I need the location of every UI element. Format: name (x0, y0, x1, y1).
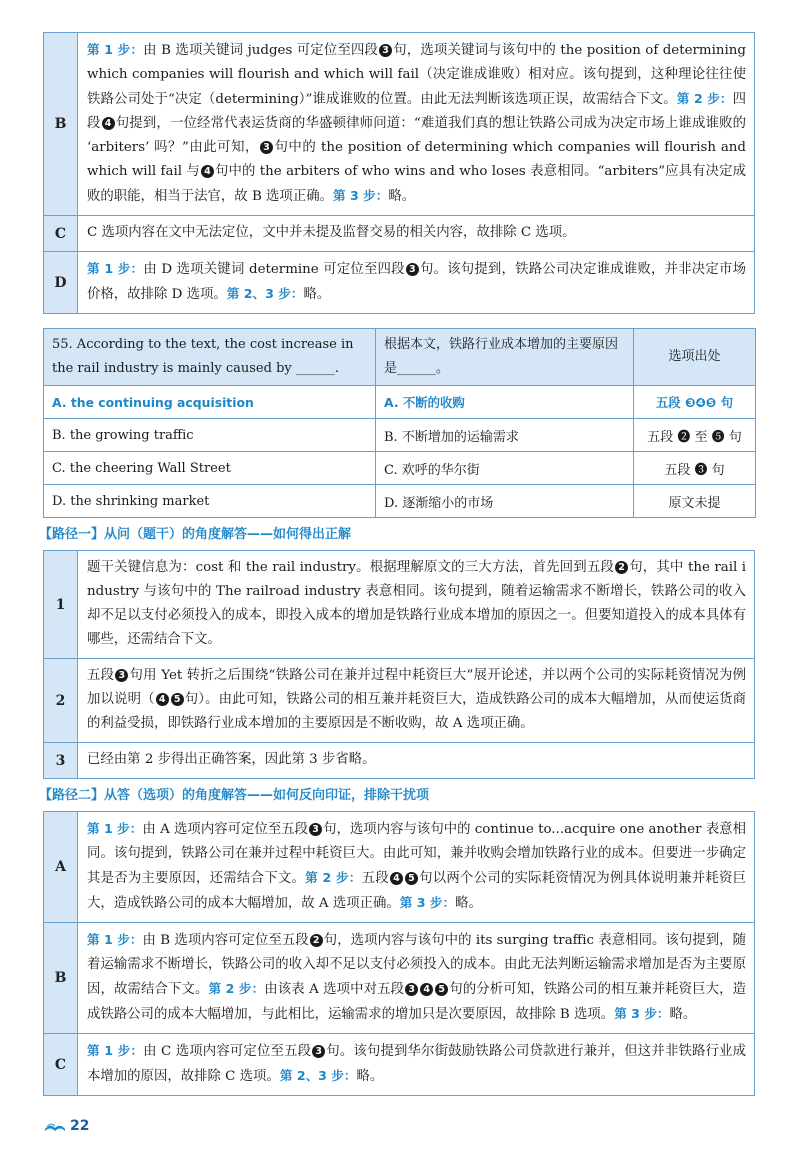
step-label: 第 2 步： (305, 870, 362, 885)
analysis-text: 略。 (669, 1007, 697, 1022)
sentence-number: 3 (312, 1045, 325, 1058)
path1-title: 【路径一】从问（题干）的角度解答——如何得出正解 (39, 527, 352, 542)
sentence-number: 4 (156, 693, 169, 706)
analysis-row (44, 33, 755, 216)
step-label: 第 3 步： (614, 1006, 670, 1021)
row-label: A (44, 812, 78, 923)
analysis-row (44, 812, 755, 923)
analysis-text: 由 C 选项内容可定位至五段 (143, 1044, 312, 1059)
analysis-text: 句，选项内容与该句中的 continue to...acquire one another 表意相同。该句提到，铁路公司在兼并过程中耗资巨大。由此可知，兼并收购会增加铁路行业的成本。但要进一步确定其是否为主要原因，还需结合下文。 (87, 822, 746, 886)
analysis-text: 由 D 选项关键词 determine 可定位至四段 (143, 262, 405, 277)
step-label: 第 2、3 步： (279, 1068, 357, 1083)
sentence-number: 3 (406, 263, 419, 276)
sentence-number: 5 (435, 983, 448, 996)
book-icon (44, 1119, 66, 1133)
option-row (44, 419, 756, 452)
sentence-number: 2 (615, 561, 628, 574)
row-text (78, 743, 755, 779)
row-label: 2 (44, 659, 78, 743)
analysis-text: 由 A 选项内容可定位至五段 (142, 822, 309, 837)
option-zh: B. 不断增加的运输需求 (376, 419, 634, 452)
analysis-text: 句，选项关键词与该句中的 the position of determining which companies will flourish and which will fail（决定谁成谁败）相对应。该句提到，这种理论往往使铁路公司处于“决定（determining）”谁成谁败的位置。由此无法判断该选项正误，故需结合下文。 (87, 43, 746, 107)
option-row (44, 485, 756, 518)
analysis-text: 句以两个公司的实际耗资情况为例具体说明兼并耗资巨大，造成铁路公司的成本大幅增加，故 A 选项正确。 (87, 871, 747, 911)
analysis-text: 句，其中 the rail industry 与该句中的 The railroad industry 表意相同。该句提到，随着运输需求不断增长，铁路公司的收入却不足以支付必须投入的成本，即投入成本的增加是铁路行业成本增加的原因之一。但要知道投入的成本具体有哪些，还需结合下文。 (87, 560, 746, 647)
analysis-row (44, 216, 755, 252)
step-label: 第 1 步： (87, 1043, 144, 1058)
page-number: 22 (70, 1118, 90, 1134)
step-label: 第 3 步： (333, 188, 389, 203)
page-footer (44, 1118, 89, 1134)
analysis-text: 句中的 the arbiters of who wins and who loses 表意相同。“arbiters”应具有决定成败的职能，相当于法官，故 B 选项正确。 (87, 164, 747, 204)
sentence-number: 4 (201, 165, 214, 178)
analysis-text: 略。 (455, 896, 482, 911)
analysis-row (44, 743, 755, 779)
row-label: B (44, 923, 78, 1034)
analysis-row (44, 551, 755, 659)
sentence-number: 4 (390, 872, 403, 885)
option-row (44, 386, 756, 419)
row-text (78, 1034, 755, 1096)
row-label: 1 (44, 551, 78, 659)
analysis-text: 已经由第 2 步得出正确答案，因此第 3 步省略。 (87, 752, 376, 767)
analysis-text: 略。 (356, 1069, 384, 1084)
analysis-text: 句。该句提到，铁路公司决定谁成谁败，并非决定市场价格，故排除 D 选项。 (87, 262, 746, 302)
analysis-text: 五段 (361, 871, 389, 886)
row-text (78, 812, 755, 923)
analysis-text: 句的分析可知，铁路公司的相互兼并耗资巨大，造成铁路公司的成本大幅增加，与此相比，运输需求的增加只是次要原因，故排除 B 选项。 (87, 982, 747, 1022)
step-label: 第 2 步： (208, 981, 265, 996)
sentence-number: 2 (310, 934, 323, 947)
step-label: 第 3 步： (399, 895, 456, 910)
row-label: B (44, 33, 78, 216)
analysis-row (44, 659, 755, 743)
step-label: 第 1 步： (87, 932, 143, 947)
row-label: C (44, 1034, 78, 1096)
path1-table (43, 550, 755, 779)
option-source: 五段 ❸❹❺ 句 (634, 386, 756, 419)
option-row (44, 452, 756, 485)
option-zh: C. 欢呼的华尔街 (376, 452, 634, 485)
analysis-text: 句，选项内容与该句中的 its surging traffic 表意相同。该句提到，随着运输需求不断增长，铁路公司的收入却不足以支付必须投入的成本。由此无法判断运输需求增加是否为主要原因，故需结合下文。 (87, 933, 746, 997)
analysis-text: 四段 (87, 92, 746, 131)
row-text (78, 659, 755, 743)
path2-title: 【路径二】从答（选项）的角度解答——如何反向印证，排除干扰项 (39, 788, 430, 803)
step-label: 第 1 步： (87, 821, 143, 836)
analysis-text: 题干关键信息为：cost 和 the rail industry。根据理解原文的三大方法，首先回到五段 (87, 560, 615, 575)
option-source: 五段 ❷ 至 ❺ 句 (634, 419, 756, 452)
option-source: 原文未提 (634, 485, 756, 518)
sentence-number: 5 (405, 872, 418, 885)
option-analysis-table (43, 32, 755, 314)
row-text (78, 216, 755, 252)
analysis-text: 由 B 选项内容可定位至五段 (142, 933, 309, 948)
analysis-text: 句用 Yet 转折之后围绕“铁路公司在兼并过程中耗资巨大”展开论述，并以两个公司的实际耗资情况为例加以说明（ (87, 668, 746, 707)
option-en: D. the shrinking market (44, 485, 376, 518)
row-text (78, 551, 755, 659)
analysis-text: 略。 (303, 287, 331, 302)
step-label: 第 2、3 步： (226, 286, 304, 301)
row-label: C (44, 216, 78, 252)
analysis-text: 句）。由此可知，铁路公司的相互兼并耗资巨大，造成铁路公司的成本大幅增加，从而使运货商的利益受损，即铁路行业成本增加的主要原因是不断收购，故 A 选项正确。 (87, 692, 747, 731)
option-zh: D. 逐渐缩小的市场 (376, 485, 634, 518)
row-label: 3 (44, 743, 78, 779)
analysis-text: 由该表 A 选项中对五段 (264, 982, 405, 997)
option-source: 五段 ❸ 句 (634, 452, 756, 485)
step-label: 第 2 步： (676, 91, 733, 106)
analysis-row (44, 1034, 755, 1096)
analysis-text: 略。 (388, 189, 416, 204)
sentence-number: 3 (309, 823, 322, 836)
analysis-text: 由 B 选项关键词 judges 可定位至四段 (143, 43, 379, 58)
question-zh: 根据本文，铁路行业成本增加的主要原因是______。 (376, 329, 634, 386)
analysis-text: C 选项内容在文中无法定位，文中并未提及监督交易的相关内容，故排除 C 选项。 (87, 225, 576, 240)
analysis-text: 句提到，一位经常代表运货商的华盛顿律师问道：“难道我们真的想让铁路公司成为决定市场上谁成谁败的 ‘arbiters’ 吗？”由此可知， (87, 116, 747, 155)
row-text (78, 923, 755, 1034)
question-header-row (44, 329, 756, 386)
source-column-header: 选项出处 (634, 329, 756, 386)
analysis-text: 五段 (87, 668, 115, 683)
question-en: 55. According to the text, the cost increase in the rail industry is mainly caused by ______. (44, 329, 376, 386)
option-en: B. the growing traffic (44, 419, 376, 452)
step-label: 第 1 步： (87, 42, 144, 57)
analysis-text: 句中的 the position of determining which companies will flourish and which will fail 与 (87, 140, 746, 179)
step-label: 第 1 步： (87, 261, 144, 276)
analysis-row (44, 923, 755, 1034)
row-text (78, 252, 755, 314)
page-content (39, 32, 755, 1096)
analysis-text: 句。该句提到华尔街鼓励铁路公司贷款进行兼并，但这并非铁路行业成本增加的原因，故排除 C 选项。 (87, 1044, 746, 1084)
question-table (43, 328, 756, 518)
sentence-number: 3 (260, 141, 273, 154)
option-zh: A. 不断的收购 (376, 386, 634, 419)
sentence-number: 3 (405, 983, 418, 996)
row-text (78, 33, 755, 216)
sentence-number: 5 (171, 693, 184, 706)
option-en: A. the continuing acquisition (44, 386, 376, 419)
analysis-row (44, 252, 755, 314)
row-label: D (44, 252, 78, 314)
option-en: C. the cheering Wall Street (44, 452, 376, 485)
sentence-number: 4 (102, 117, 115, 130)
path2-table (43, 811, 755, 1096)
sentence-number: 3 (115, 669, 128, 682)
sentence-number: 4 (420, 983, 433, 996)
sentence-number: 3 (379, 44, 392, 57)
